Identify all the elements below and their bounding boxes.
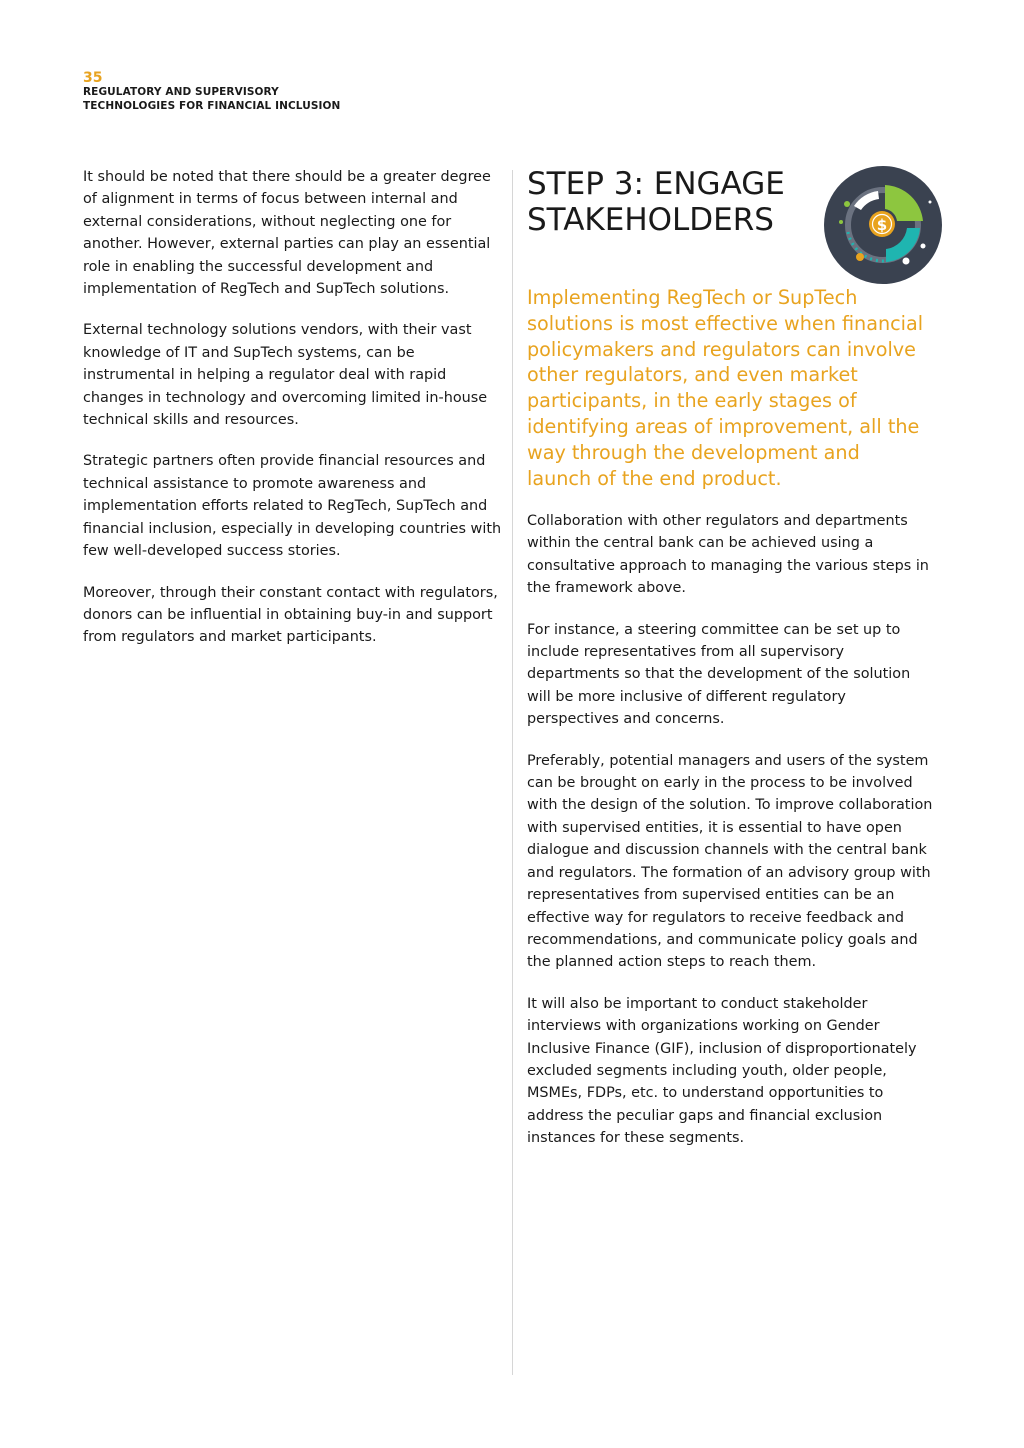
right-paragraph: Preferably, potential managers and users of the system can be brought on early in the process to be involved with the design of the solution. To improve collaboration with supervised entities, it is essential to have open dialogue and discussion channels with the central bank and regulators. The formation of an advisory group with representatives from supervised entities can be an effective way for regulators to receive feedback and recommendations, and communicate policy goals and the planned action steps to reach them. bbox=[527, 752, 933, 971]
right-paragraph: It will also be important to conduct stakeholder interviews with organizations working on Gender Inclusive Finance (GIF), inclusion of disproportionately excluded segments including youth, older people, MSMEs, FDPs, etc. to understand opportunities to address the peculiar gaps and financial exclusion instances for these segments. bbox=[527, 995, 917, 1147]
svg-text:$: $ bbox=[876, 216, 888, 234]
left-paragraph: Strategic partners often provide financial resources and technical assistance to promote awareness and implementation efforts related to RegTech, SupTech and financial inclusion, especially in developing countries with few well-developed success stories. bbox=[83, 453, 502, 560]
left-paragraph: It should be noted that there should be a greater degree of alignment in terms of focus between internal and external considerations, without neglecting one for another. However, external parties can play an essential role in enabling the successful development and implementation of RegTech and SupTech solutions. bbox=[83, 169, 491, 298]
document-title-line-1: REGULATORY AND SUPERVISORY bbox=[83, 86, 279, 98]
page-header bbox=[83, 70, 340, 113]
right-column bbox=[527, 510, 937, 1169]
right-paragraph: Collaboration with other regulators and departments within the central bank can be achieved using a consultative approach to managing the various steps in the framework above. bbox=[527, 513, 929, 597]
intro-highlight: Implementing RegTech or SupTech solutions is most effective when financial policymakers and regulators can involve other regulators, and even market participants, in the early stages of identifying areas of improvement, all the way through the development and launch of the end product. bbox=[527, 286, 924, 490]
right-paragraph: For instance, a steering committee can be set up to include representatives from all supervisory departments so that the development of the solution will be more inclusive of different regulatory perspectives and concerns. bbox=[527, 621, 911, 728]
document-title-line-2: TECHNOLOGIES FOR FINANCIAL INCLUSION bbox=[83, 99, 341, 112]
page-number: 35 bbox=[83, 70, 103, 86]
left-paragraph: External technology solutions vendors, with their vast knowledge of IT and SupTech systems, can be instrumental in helping a regulator deal with rapid changes in technology and overcoming limited in-house technical skills and resources. bbox=[83, 322, 488, 429]
chart-dollar-icon bbox=[824, 166, 942, 284]
step-title: STEP 3: ENGAGE STAKEHOLDERS bbox=[527, 166, 785, 238]
left-paragraph: Moreover, through their constant contact with regulators, donors can be influential in obtaining buy-in and support from regulators and market participants. bbox=[83, 584, 498, 646]
column-divider bbox=[512, 170, 513, 1375]
left-column bbox=[83, 166, 503, 668]
